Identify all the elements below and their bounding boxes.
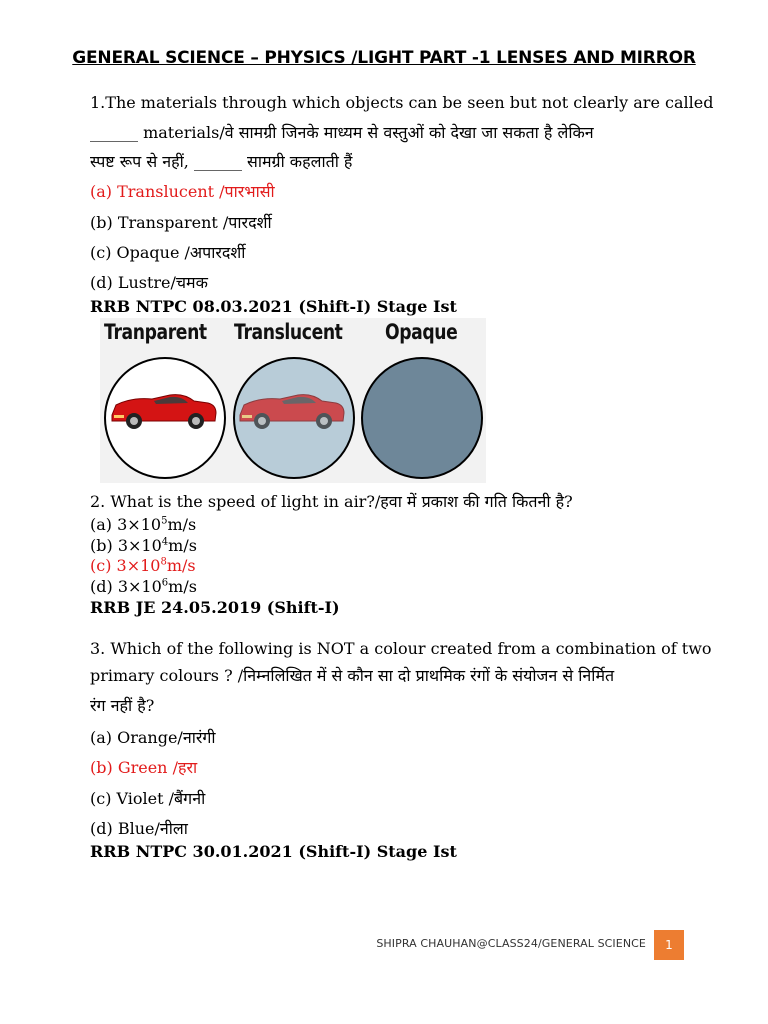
q3-line1: 3. Which of the following is NOT a colour created from a combination of two xyxy=(90,639,712,658)
q3-source: RRB NTPC 30.01.2021 (Shift-I) Stage Ist xyxy=(90,842,457,861)
q1-line1: 1.The materials through which objects can be seen but not clearly are called xyxy=(90,93,714,112)
page-footer xyxy=(0,930,768,960)
circle-opaque xyxy=(362,358,482,478)
q1-line3: स्पष्ट रूप से नहीं, ______ सामग्री कहलाती हैं xyxy=(90,152,353,171)
q1-line2: ______ materials/वे सामग्री जिनके माध्यम से वस्तुओं को देखा जा सकता है लेकिन xyxy=(90,123,594,142)
transparency-figure xyxy=(100,318,486,483)
q3-option-d: (d) Blue/नीला xyxy=(90,819,188,838)
figure-drawing xyxy=(100,318,486,483)
q2-option-b: (b) $3\times 10^4m/s$ xyxy=(90,536,197,555)
page-number: 1 xyxy=(654,930,684,960)
q1-source: RRB NTPC 08.03.2021 (Shift-I) Stage Ist xyxy=(90,297,457,316)
page-title: GENERAL SCIENCE – PHYSICS /LIGHT PART -1 LENSES AND MIRROR xyxy=(72,48,696,68)
q1-option-a: (a) Translucent /पारभासी xyxy=(90,182,275,201)
q1-option-b: (b) Transparent /पारदर्शी xyxy=(90,213,272,232)
q3-option-c: (c) Violet /बैंगनी xyxy=(90,789,206,808)
q2-option-d: (d) $3\times 10^6m/s$ xyxy=(90,577,197,596)
q2-option-c: (c) $3\times 10^8m/s$ xyxy=(90,556,196,575)
footer-text: SHIPRA CHAUHAN@CLASS24/GENERAL SCIENCE xyxy=(376,937,646,950)
q3-option-b: (b) Green /हरा xyxy=(90,758,198,777)
q2-question: 2. What is the speed of light in air?/हवा में प्रकाश की गति कितनी है? xyxy=(90,492,573,511)
q3-line2: primary colours ? /निम्नलिखित में से कौन सा दो प्राथमिक रंगों के संयोजन से निर्मित xyxy=(90,666,615,685)
q2-source: RRB JE 24.05.2019 (Shift-I) xyxy=(90,598,340,617)
figure-label-transparent: Tranparent xyxy=(104,320,207,344)
q1-option-c: (c) Opaque /अपारदर्शी xyxy=(90,243,246,262)
q1-option-d: (d) Lustre/चमक xyxy=(90,273,208,292)
figure-label-opaque: Opaque xyxy=(385,320,458,344)
q3-line3: रंग नहीं है? xyxy=(90,696,155,715)
q3-option-a: (a) Orange/नारंगी xyxy=(90,728,216,747)
q2-option-a: (a) $3\times 10^5m/s$ xyxy=(90,515,197,534)
figure-label-translucent: Translucent xyxy=(234,320,343,344)
